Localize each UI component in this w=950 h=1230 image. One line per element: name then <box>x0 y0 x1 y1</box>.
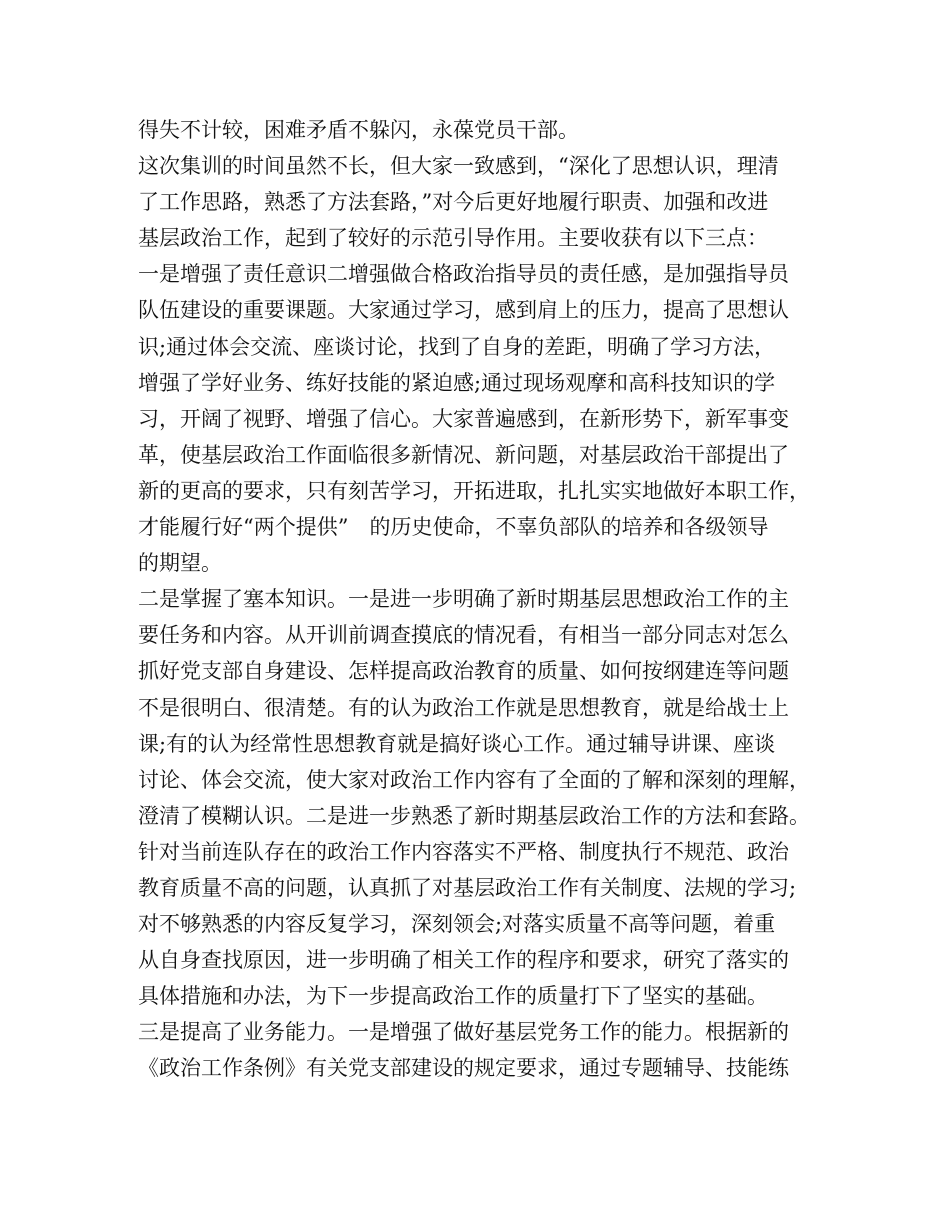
text-line: 队伍建设的重要课题。大家通过学习，感到肩上的压力，提高了思想认 <box>138 298 789 323</box>
text-line: 要任务和内容。从开训前调查摸底的情况看，有相当一部分同志对怎么 <box>138 623 789 648</box>
text-line: 对不够熟悉的内容反复学习，深刻领会;对落实质量不高等问题，着重 <box>138 912 776 937</box>
text-line: 具体措施和办法，为下一步提高政治工作的质量打下了坚实的基础。 <box>138 984 768 1009</box>
text-line: 才能履行好“两个提供” 的历史使命，不辜负部队的培养和各级领导 <box>138 515 769 540</box>
text-line: 抓好党支部自身建设、怎样提高政治教育的质量、如何按纲建连等问题 <box>138 659 789 684</box>
text-line: 增强了学好业务、练好技能的紧迫感;通过现场观摩和高科技知识的学 <box>138 370 776 395</box>
text-line: 二是掌握了塞本知识。一是进一步明确了新时期基层思想政治工作的主 <box>138 587 789 612</box>
body-text <box>138 112 838 1087</box>
text-line: 新的更高的要求，只有刻苦学习，开拓进取，扎扎实实地做好本职工作， <box>138 478 810 503</box>
text-line: 了工作思路，熟悉了方法套路，”对今后更好地履行职责、加强和改进 <box>138 190 769 215</box>
text-line: 的期望。 <box>138 551 222 576</box>
text-line: 革，使基层政治工作面临很多新情况、新问题，对基层政治干部提出了 <box>138 442 789 467</box>
text-line: 一是增强了责任意识二增强做合格政治指导员的责任感，是加强指导员 <box>138 262 789 287</box>
text-line: 从自身查找原因，进一步明确了相关工作的程序和要求，研究了落实的 <box>138 948 789 973</box>
text-line: 《政治工作条例》有关党支部建设的规定要求，通过专题辅导、技能练 <box>138 1056 789 1081</box>
text-line: 识;通过体会交流、座谈讨论，找到了自身的差距，明确了学习方法， <box>138 334 776 359</box>
text-line: 课;有的认为经常性思想教育就是搞好谈心工作。通过辅导讲课、座谈 <box>138 731 776 756</box>
text-line: 习，开阔了视野、增强了信心。大家普遍感到，在新形势下，新军事变 <box>138 406 789 431</box>
text-line: 教育质量不高的问题，认真抓了对基层政治工作有关制度、法规的学习; <box>138 875 797 900</box>
text-line: 不是很明白、很清楚。有的认为政治工作就是思想教育，就是给战士上 <box>138 695 789 720</box>
text-line: 三是提高了业务能力。一是增强了做好基层党务工作的能力。根据新的 <box>138 1020 789 1045</box>
text-line: 得失不计较，困难矛盾不躲闪，永葆党员干部。 <box>138 118 579 142</box>
text-line: 基层政治工作，起到了较好的示范引导作用。主要收获有以下三点： <box>138 226 768 251</box>
text-line: 澄清了模糊认识。二是进一步熟悉了新时期基层政治工作的方法和套路。 <box>138 803 810 828</box>
text-line: 针对当前连队存在的政治工作内容落实不严格、制度执行不规范、政治 <box>138 839 789 864</box>
text-line: 这次集训的时间虽然不长，但大家一致感到，“深化了思想认识，理清 <box>138 154 779 179</box>
text-line: 讨论、体会交流，使大家对政治工作内容有了全面的了解和深刻的理解， <box>138 767 810 792</box>
